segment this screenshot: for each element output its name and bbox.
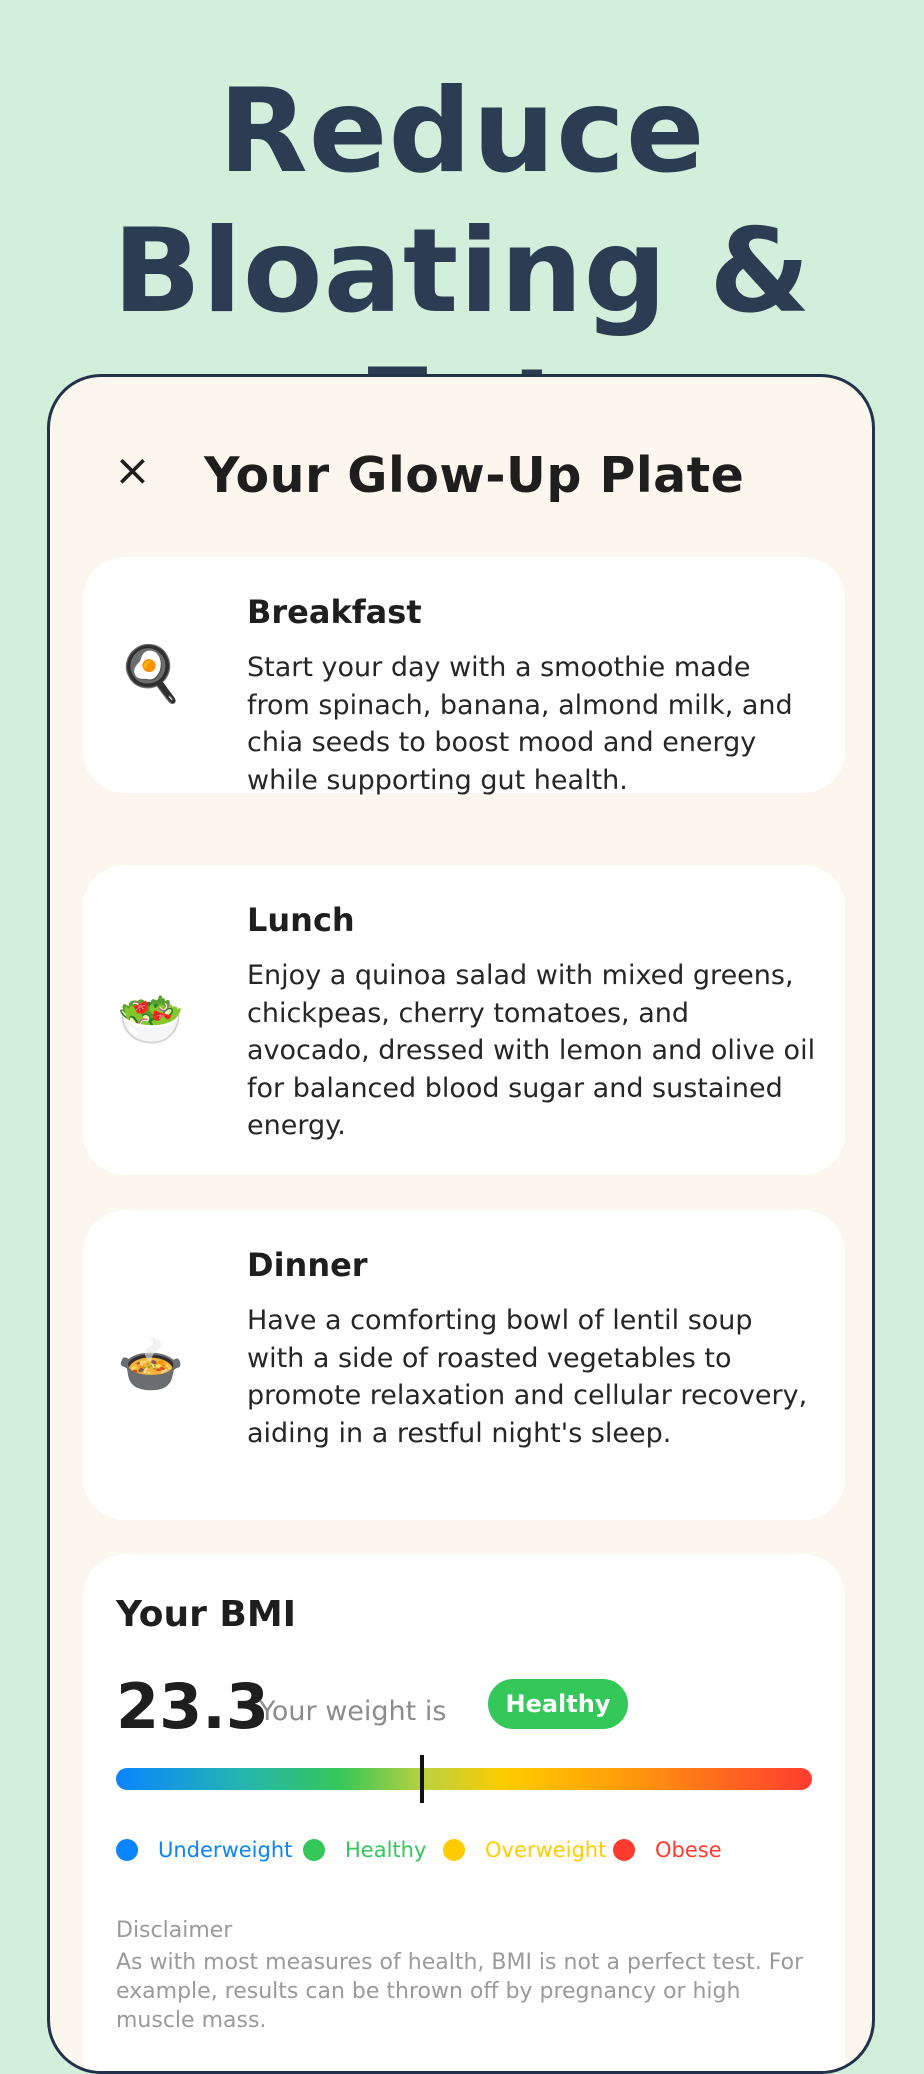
bmi-title: Your BMI xyxy=(116,1594,297,1635)
legend-dot xyxy=(303,1839,325,1861)
bmi-card xyxy=(83,1554,845,2074)
legend-label: Obese xyxy=(655,1838,722,1862)
legend-label: Healthy xyxy=(345,1838,427,1862)
frying-pan-egg-icon: 🍳 xyxy=(117,642,185,705)
meal-description: Have a comforting bowl of lentil soup with a side of roasted vegetables to promote relaxation and cellular recovery, aiding in a restful night's sleep. xyxy=(247,1305,808,1449)
meal-title: Lunch xyxy=(247,901,355,939)
headline-line-1: Reduce xyxy=(218,64,706,199)
meal-card-lunch xyxy=(83,865,845,1175)
disclaimer-text: As with most measures of health, BMI is not a perfect test. For example, results can be thrown off by pregnancy or high muscle mass. xyxy=(116,1950,804,2033)
green-salad-icon: 🥗 xyxy=(117,988,185,1051)
disclaimer-title: Disclaimer xyxy=(116,1918,233,1943)
legend-dot xyxy=(443,1839,465,1861)
legend-item-underweight xyxy=(116,1835,292,1865)
soup-bowl-icon: 🍲 xyxy=(117,1333,185,1396)
legend-item-healthy xyxy=(303,1835,426,1865)
headline-line-2: Bloating & xyxy=(112,204,812,339)
bmi-status-badge: Healthy xyxy=(488,1679,628,1729)
bmi-weight-label: Your weight is xyxy=(259,1696,447,1727)
bmi-scale-marker xyxy=(420,1755,424,1803)
bmi-scale-bar xyxy=(116,1768,812,1790)
meal-description: Enjoy a quinoa salad with mixed greens, chickpeas, cherry tomatoes, and avocado, dressed with lemon and olive oil for balanced blood sugar and sustained energy. xyxy=(247,960,816,1141)
legend-dot xyxy=(116,1839,138,1861)
legend-label: Overweight xyxy=(485,1838,607,1862)
legend-item-obese xyxy=(613,1835,722,1865)
sheet-header xyxy=(50,377,872,537)
sheet-title: Your Glow-Up Plate xyxy=(204,447,745,504)
glow-up-plate-sheet xyxy=(47,374,875,2074)
close-icon[interactable]: × xyxy=(114,445,151,496)
legend-dot xyxy=(613,1839,635,1861)
legend-item-overweight xyxy=(443,1835,606,1865)
bmi-value: 23.3 xyxy=(116,1670,269,1743)
meal-title: Breakfast xyxy=(247,593,422,631)
meal-card-dinner xyxy=(83,1210,845,1520)
meal-title: Dinner xyxy=(247,1246,368,1284)
meal-card-breakfast xyxy=(83,557,845,796)
meal-description: Start your day with a smoothie made from spinach, banana, almond milk, and chia seeds to boost mood and energy while supporting gut health. xyxy=(247,652,793,796)
legend-label: Underweight xyxy=(158,1838,293,1862)
